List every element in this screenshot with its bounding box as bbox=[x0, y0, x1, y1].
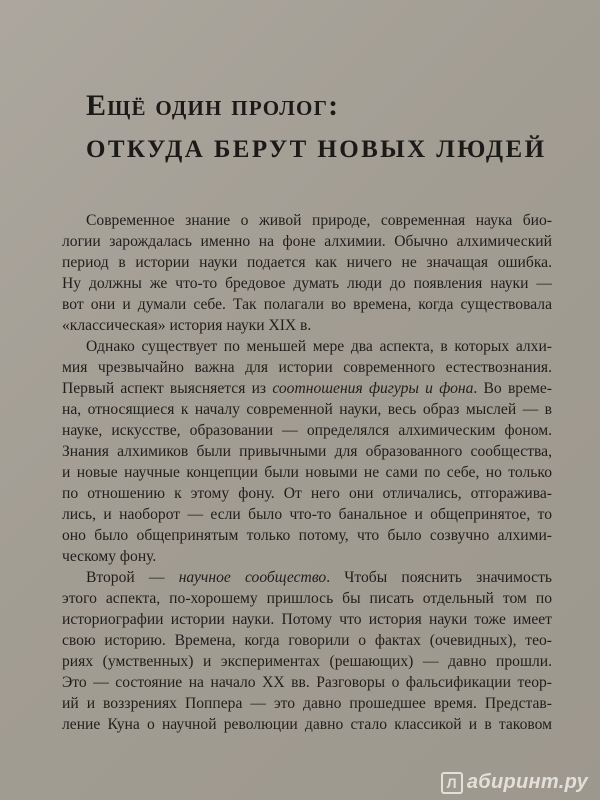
text-line: Знания алхимиков были привычными для образованного сообщества, bbox=[62, 443, 552, 460]
paragraph-1 bbox=[62, 210, 552, 336]
text-line: этого аспекта, по-хорошему пришлось бы писать отдельный том по bbox=[62, 590, 552, 607]
text-line: ление Куна о научной революции давно стало классикой и в таковом bbox=[62, 716, 552, 733]
text-line: ческому фону. bbox=[62, 548, 157, 565]
text-line: ий и воззрениях Поппера — это давно прошедшее время. Представ- bbox=[62, 695, 552, 712]
text-line bbox=[62, 378, 552, 399]
labirint-logo-icon: Л bbox=[441, 772, 463, 794]
text-line: историографии истории науки. Потому что история науки тоже имеет bbox=[62, 611, 552, 628]
chapter-title-line-2: ОТКУДА БЕРУТ НОВЫХ ЛЮДЕЙ bbox=[86, 136, 547, 163]
text-line: мия чрезвычайно важна для истории современного естествознания. bbox=[62, 359, 552, 376]
emphasis-text: соотношения фигуры и фона bbox=[272, 380, 474, 397]
chapter-title-line-1: Ещё один пролог: bbox=[86, 89, 340, 122]
text-line: Ну должны же что-то бредовое думать люди до появления науки — bbox=[62, 275, 552, 292]
body-text bbox=[62, 210, 552, 735]
text-line: лись, и наоборот — если было что-то банальное и общепринятое, то bbox=[62, 506, 552, 523]
text-line: оно было общепринятым только потому, что было созвучно алхими- bbox=[62, 527, 552, 544]
text-line: «классическая» история науки XIX в. bbox=[62, 317, 312, 334]
text-line: свою историю. Времена, когда говорили о фактах (очевидных), тео- bbox=[62, 632, 552, 649]
text-line: Современное знание о живой природе, современная наука био- bbox=[86, 212, 552, 229]
paragraph-3 bbox=[62, 567, 552, 735]
text-line bbox=[62, 567, 552, 588]
text-line: на, относящиеся к началу современной науки, весь образ мыслей — в bbox=[62, 401, 552, 418]
text-line: риях (умственных) и экспериментах (решающих) — давно прошли. bbox=[62, 653, 552, 670]
text-fragment: Второй — bbox=[86, 569, 179, 586]
text-line: период в истории науки подается как ничего не значащая ошибка. bbox=[62, 254, 552, 271]
labirint-watermark bbox=[441, 771, 588, 794]
chapter-title bbox=[86, 84, 556, 172]
emphasis-text: научное сообщество bbox=[178, 569, 327, 586]
text-line: Это — состояние на начало XX вв. Разговоры о фальсификации теор- bbox=[62, 674, 552, 691]
text-line: Однако существует по меньшей мере два аспекта, в которых алхи- bbox=[86, 338, 552, 355]
text-line: науке, искусстве, образовании — определялся алхимическим фоном. bbox=[62, 422, 552, 439]
text-fragment: . Чтобы пояснить значимость bbox=[326, 569, 552, 586]
paragraph-2 bbox=[62, 336, 552, 567]
text-line: и новые научные концепции были новыми не сами по себе, но только bbox=[62, 464, 552, 481]
text-fragment: . Во време- bbox=[473, 380, 553, 397]
text-line: вот они и думали себе. Так полагали во времена, когда существовала bbox=[62, 296, 552, 313]
text-line: по отношению к этому фону. От него они отличались, отгоражива- bbox=[62, 485, 552, 502]
text-line: логии зарождалась именно на фоне алхимии. Обычно алхимический bbox=[62, 233, 552, 250]
watermark-text: абиринт.ру bbox=[466, 771, 588, 793]
text-fragment: Первый аспект выясняется из bbox=[62, 380, 273, 397]
